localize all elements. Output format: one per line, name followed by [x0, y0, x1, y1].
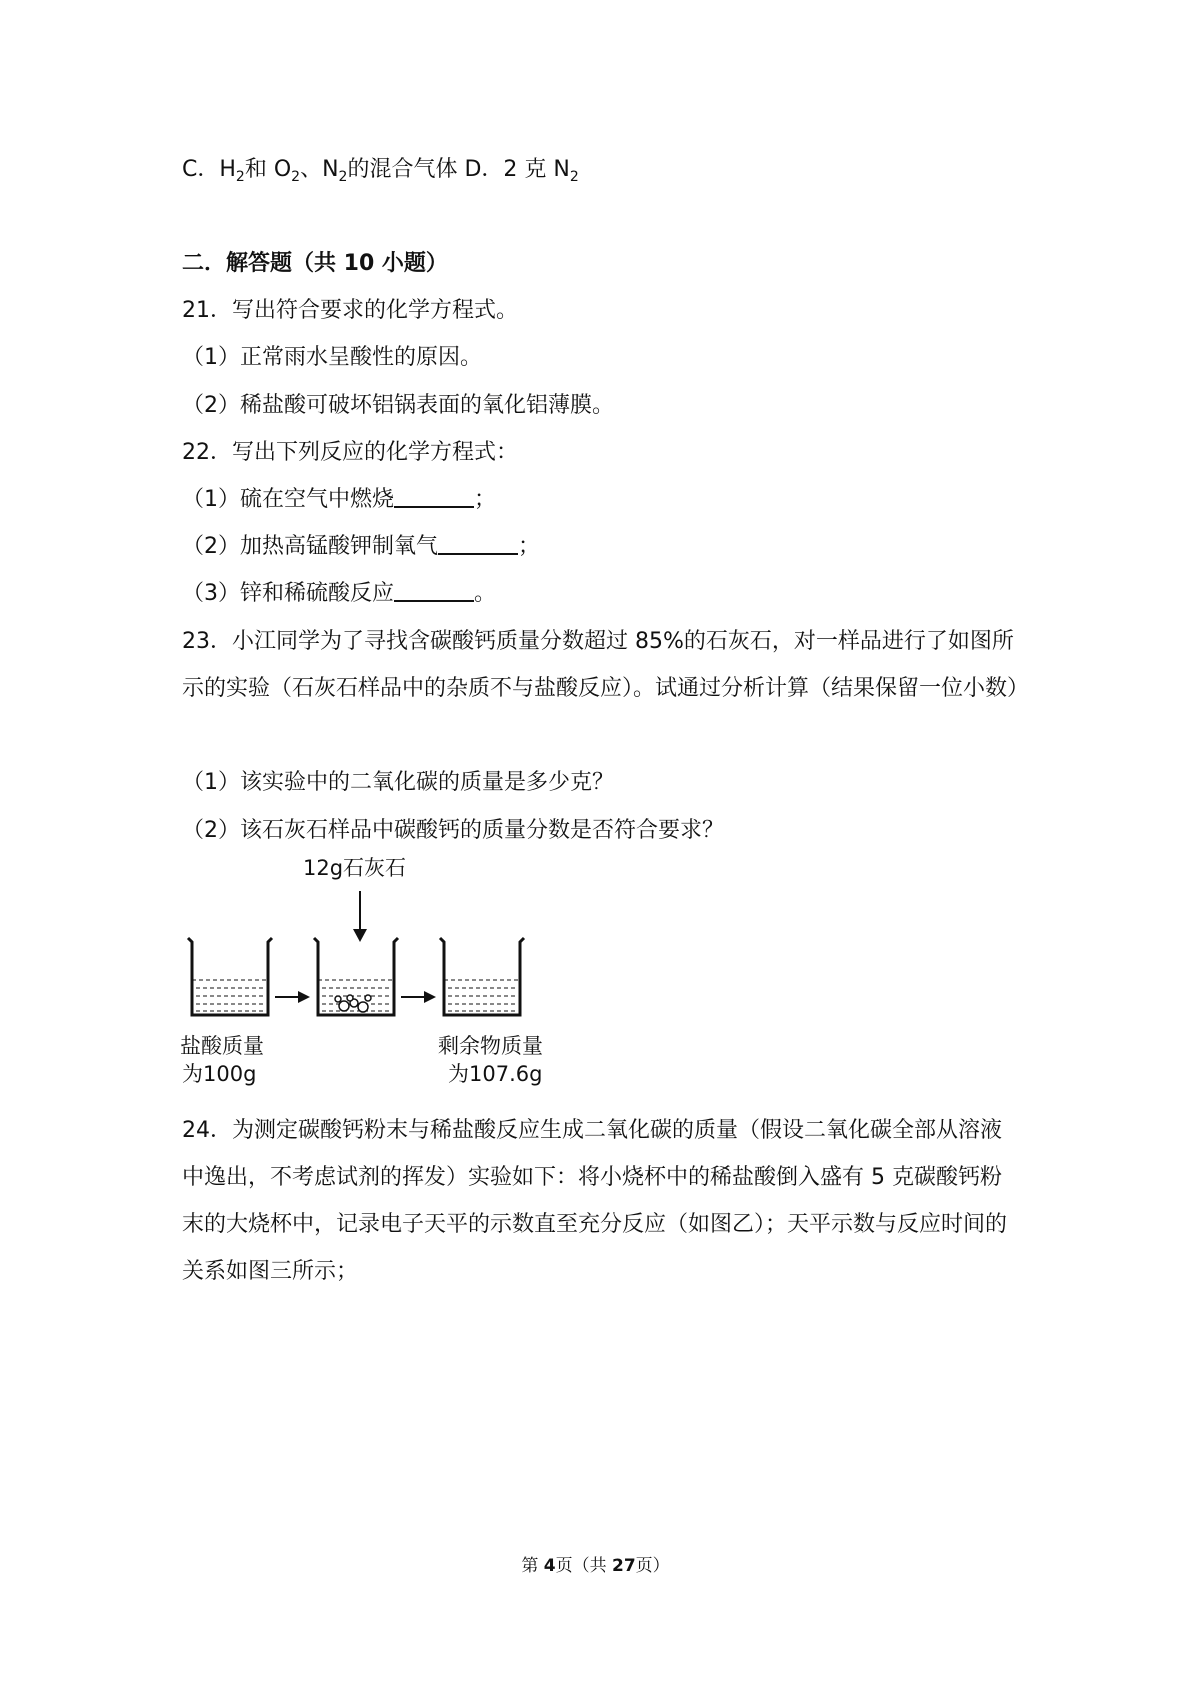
answer-blank[interactable]	[394, 486, 474, 508]
beaker-icon	[440, 938, 524, 1015]
question-22-stem: 22．写出下列反应的化学方程式：	[182, 440, 518, 465]
figure-label-acid-value: 为100g	[182, 1062, 257, 1086]
question-22-part-1: （1）硫在空气中燃烧 ；	[182, 487, 497, 512]
figure-label-residue-mass: 剩余物质量	[438, 1034, 543, 1058]
figure-label-acid-mass: 盐酸质量	[180, 1034, 264, 1058]
question-21-part-2: （2）稀盐酸可破坏铝锅表面的氧化铝薄膜。	[182, 393, 614, 418]
question-24-stem: 24．为测定碳酸钙粉末与稀盐酸反应生成二氧化碳的质量（假设二氧化碳全部从溶液中逸出，不考虑试剂的挥发）实验如下：将小烧杯中的稀盐酸倒入盛有 5 克碳酸钙粉末的大烧杯中，记录电子天平的示数直至充分反应（如图乙）；天平示数与反应时间的关系如图三所示；	[182, 1118, 1008, 1284]
question-21-stem: 21．写出符合要求的化学方程式。	[182, 298, 518, 323]
option-c-label: C．H	[182, 157, 236, 182]
question-23-part-2: （2）该石灰石样品中碳酸钙的质量分数是否符合要求？	[182, 818, 724, 843]
question-22-part-2: （2）加热高锰酸钾制氧气 ；	[182, 534, 541, 559]
arrow-right-icon	[401, 991, 436, 1003]
question-23-stem: 23．小江同学为了寻找含碳酸钙质量分数超过 85%的石灰石，对一样品进行了如图所示的实验（石灰石样品中的杂质不与盐酸反应）。试通过分析计算（结果保留一位小数）	[182, 629, 1030, 701]
page-total: 27	[611, 1556, 636, 1576]
beaker-icon	[314, 938, 398, 1015]
question-21-part-1: （1）正常雨水呈酸性的原因。	[182, 345, 482, 370]
question-22-part-3: （3）锌和稀硫酸反应 。	[182, 581, 497, 606]
answer-blank[interactable]	[438, 533, 518, 555]
figure-label-limestone: 12g石灰石	[303, 856, 407, 880]
page-footer: 第 4页（共 27页）	[521, 1556, 670, 1576]
answer-blank[interactable]	[394, 580, 474, 602]
option-line-cd: C．$H_2$和 $O_2$、$N_2$的混合气体 D．2 克 $N_2$	[182, 157, 579, 185]
section-title: 二．解答题（共 10 小题）	[182, 251, 448, 276]
arrow-right-icon	[275, 991, 310, 1003]
beaker-icon	[188, 938, 272, 1015]
limestone-chunks-icon	[335, 995, 371, 1012]
page-number: 4	[543, 1556, 556, 1576]
experiment-figure	[180, 855, 580, 1095]
arrow-down-icon	[353, 891, 367, 942]
beakers-diagram	[180, 855, 580, 1095]
figure-label-residue-value: 为107.6g	[448, 1062, 543, 1086]
question-23-part-1: （1）该实验中的二氧化碳的质量是多少克？	[182, 770, 614, 795]
